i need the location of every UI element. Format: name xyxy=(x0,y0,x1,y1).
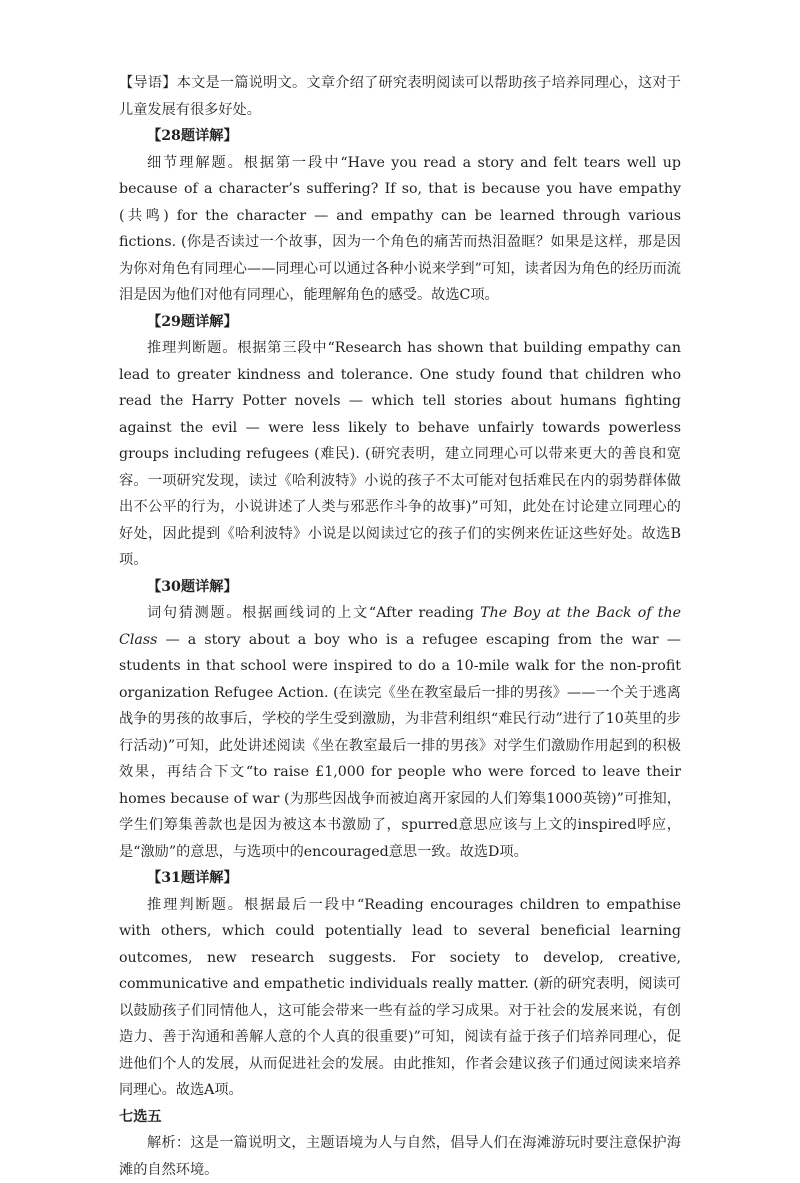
document-body xyxy=(119,70,681,1183)
section-analysis: 解析：这是一篇说明文，主题语境为人与自然，倡导人们在海滩游玩时要注意保护海滩的自然环境。 xyxy=(119,1135,681,1178)
q30-text-after: — a story about a boy who is a refugee escaping from the war — students in that school were inspired to do a 10-mile walk for the non-profit organization Refugee Action. (在读完《坐在教室最后一排的男孩》——一个关于逃离战争的男孩的故事后，学校的学生受到激励，为非营利组织“难民行动”进行了10英里的步行活动)”可知，此处讲述阅读《坐在教室最后一排的男孩》对学生们激励作用起到的积极效果，再结合下文“to raise £1,000 for people who were forced to leave their homes because of war (为那些因战争而被迫离开家园的人们筹集1000英镑)”可推知，学生们筹集善款也是因为被这本书激励了，spurred意思应该与上文的inspired呼应，是“激励”的意思，与选项中的encouraged意思一致。故选D项。 xyxy=(119,631,681,860)
q30-text-before: 词句猜测题。根据画线词的上文“After reading xyxy=(147,605,481,621)
q29-heading: 【29题详解】 xyxy=(147,313,238,330)
section-title: 七选五 xyxy=(119,1108,162,1125)
q28-explanation: 细节理解题。根据第一段中“Have you read a story and felt tears well up because of a character’s suffering? If so, that is because you have empathy (共鸣) for the character — and empathy can be learned through various fictions. (你是否读过一个故事，因为一个角色的痛苦而热泪盈眶？如果是这样，那是因为你对角色有同理心——同理心可以通过各种小说来学到”可知，读者因为角色的经历而流泪是因为他们对他有同理心，能理解角色的感受。故选C项。 xyxy=(119,154,681,303)
q30-explanation xyxy=(119,600,681,865)
q29-explanation: 推理判断题。根据第三段中“Research has shown that building empathy can lead to greater kindness and tolerance. One study found that children who read the Harry Potter novels — which tell stories about humans fighting against the evil — were less likely to behave unfairly towards powerless groups including refugees (难民). (研究表明，建立同理心可以带来更大的善良和宽容。一项研究发现，读过《哈利波特》小说的孩子不太可能对包括难民在内的弱势群体做出不公平的行为，小说讲述了人类与邪恶作斗争的故事)”可知，此处在讨论建立同理心的好处，因此提到《哈利波特》小说是以阅读过它的孩子们的实例来佐证这些好处。故选B项。 xyxy=(119,340,681,568)
intro-paragraph: 【导语】本文是一篇说明文。文章介绍了研究表明阅读可以帮助孩子培养同理心，这对于儿童发展有很多好处。 xyxy=(119,75,681,118)
q30-book-title: The Boy at the Back of the Class xyxy=(119,605,681,648)
q31-explanation: 推理判断题。根据最后一段中“Reading encourages children to empathise with others, which could potentially lead to several beneficial learning outcomes, new research suggests. For society to develop, creative, communicative and empathetic individuals really matter. (新的研究表明，阅读可以鼓励孩子们同情他人，这可能会带来一些有益的学习成果。对于社会的发展来说，有创造力、善于沟通和善解人意的个人真的很重要)”可知，阅读有益于孩子们培养同理心，促进他们个人的发展，从而促进社会的发展。由此推知，作者会建议孩子们通过阅读来培养同理心。故选A项。 xyxy=(119,896,681,1098)
q31-heading: 【31题详解】 xyxy=(147,870,238,886)
q28-heading: 【28题详解】 xyxy=(147,128,238,144)
q30-heading: 【30题详解】 xyxy=(147,578,238,595)
